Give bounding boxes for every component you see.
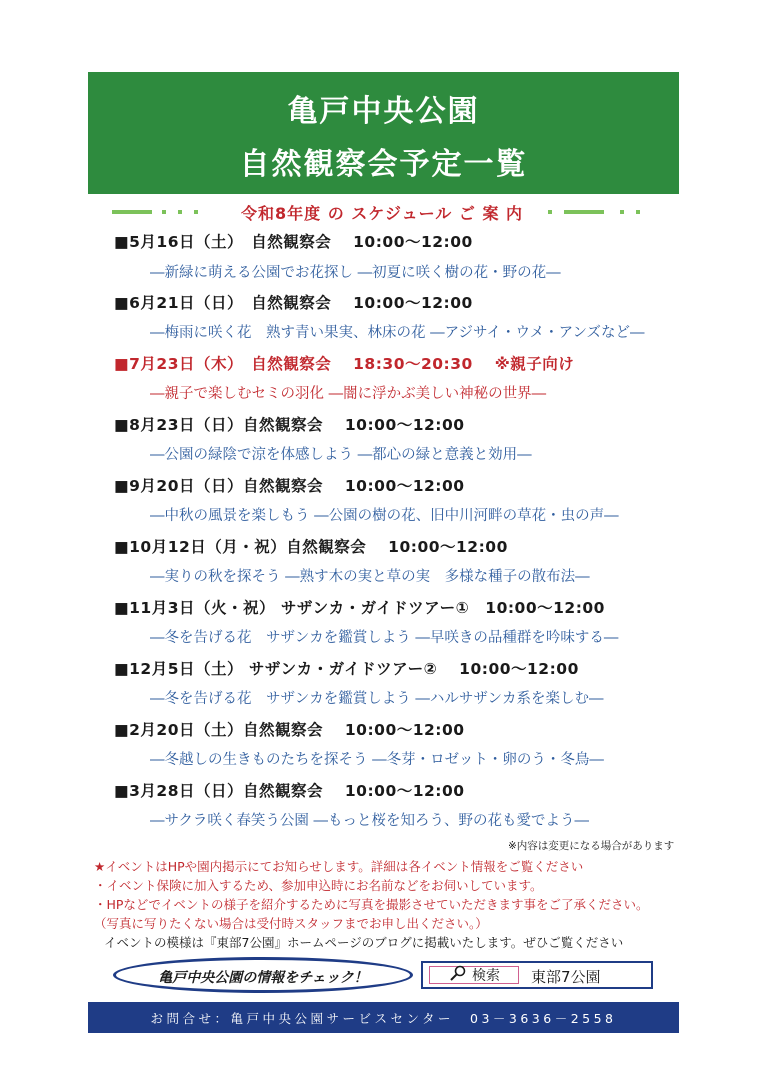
notice-line: ・HPなどでイベントの様子を紹介するために写真を撮影させていただきます事をご了承ください。 [94, 897, 649, 912]
subtitle: 令和8年度 の スケジュール ご 案 内 [240, 204, 524, 223]
event-title-highlight: ■7月23日（木） 自然観察会 18:30～20:30 ※親子向け [114, 355, 575, 373]
change-notice: ※内容は変更になる場合があります [508, 840, 675, 852]
check-info-text: 亀戸中央公園の情報をチェック！ [158, 970, 368, 986]
check-info-oval [113, 957, 413, 993]
notice-line: ・イベント保険に加入するため、参加申込時にお名前などをお伺いしています。 [94, 878, 543, 893]
park-name-title: 亀戸中央公園 [287, 94, 480, 129]
event-title: ■6月21日（日） 自然観察会 10:00～12:00 [114, 294, 473, 312]
contact-footer: お問合せ：亀戸中央公園サービスセンター 03－3636－2558 [88, 1002, 679, 1033]
event-description: ―新緑に萌える公園でお花探し ―初夏に咲く樹の花・野の花― [150, 265, 561, 281]
event-description: ―冬を告げる花 サザンカを鑑賞しよう ―ハルサザンカ系を楽しむ― [150, 691, 604, 707]
event-title: ■5月16日（土） 自然観察会 10:00～12:00 [114, 233, 473, 251]
blog-notice: イベントの模様は『東部7公園』ホームページのブログに掲載いたします。ぜひご覧ください [104, 935, 624, 950]
search-button [429, 966, 519, 984]
event-description: ―サクラ咲く春笑う公園 ―もっと桜を知ろう、野の花も愛でよう― [150, 813, 590, 829]
notice-line: （写真に写りたくない場合は受付時スタッフまでお申し出ください。） [94, 916, 488, 931]
event-description: ―中秋の風景を楽しもう ―公園の樹の花、旧中川河畔の草花・虫の声― [150, 508, 619, 524]
event-description-highlight: ―親子で楽しむセミの羽化 ―闇に浮かぶ美しい神秘の世界― [150, 386, 547, 402]
event-title: ■9月20日（日）自然観察会 10:00～12:00 [114, 477, 465, 495]
right-decoration [542, 210, 652, 214]
search-term: 東部7公園 [531, 968, 601, 986]
event-title: ■11月3日（火・祝） サザンカ・ガイドツアー① 10:00～12:00 [114, 599, 605, 617]
event-title: ■3月28日（日）自然観察会 10:00～12:00 [114, 782, 465, 800]
title-banner [88, 72, 679, 194]
event-description: ―実りの秋を探そう ―熟す木の実と草の実 多様な種子の散布法― [150, 569, 590, 585]
subtitle-row [112, 201, 652, 225]
left-decoration [112, 210, 222, 214]
event-description: ―梅雨に咲く花 熟す青い果実、林床の花 ―アジサイ・ウメ・アンズなど― [150, 325, 645, 341]
schedule-title: 自然観察会予定一覧 [239, 147, 528, 182]
magnifier-icon [448, 965, 468, 985]
notice-line: ★イベントはHPや園内掲示にてお知らせします。詳細は各イベント情報をご覧ください [94, 859, 584, 874]
event-description: ―冬越しの生きものたちを探そう ―冬芽・ロゼット・卵のう・冬鳥― [150, 752, 604, 768]
event-title: ■8月23日（日）自然観察会 10:00～12:00 [114, 416, 465, 434]
search-box [421, 961, 653, 989]
event-title: ■10月12日（月・祝）自然観察会 10:00～12:00 [114, 538, 508, 556]
event-description: ―冬を告げる花 サザンカを鑑賞しよう ―早咲きの品種群を吟味する― [150, 630, 619, 646]
event-title: ■2月20日（土）自然観察会 10:00～12:00 [114, 721, 465, 739]
event-title: ■12月5日（土） サザンカ・ガイドツアー② 10:00～12:00 [114, 660, 579, 678]
event-description: ―公園の緑陰で涼を体感しよう ―都心の緑と意義と効用― [150, 447, 532, 463]
search-button-label: 検索 [472, 968, 500, 984]
